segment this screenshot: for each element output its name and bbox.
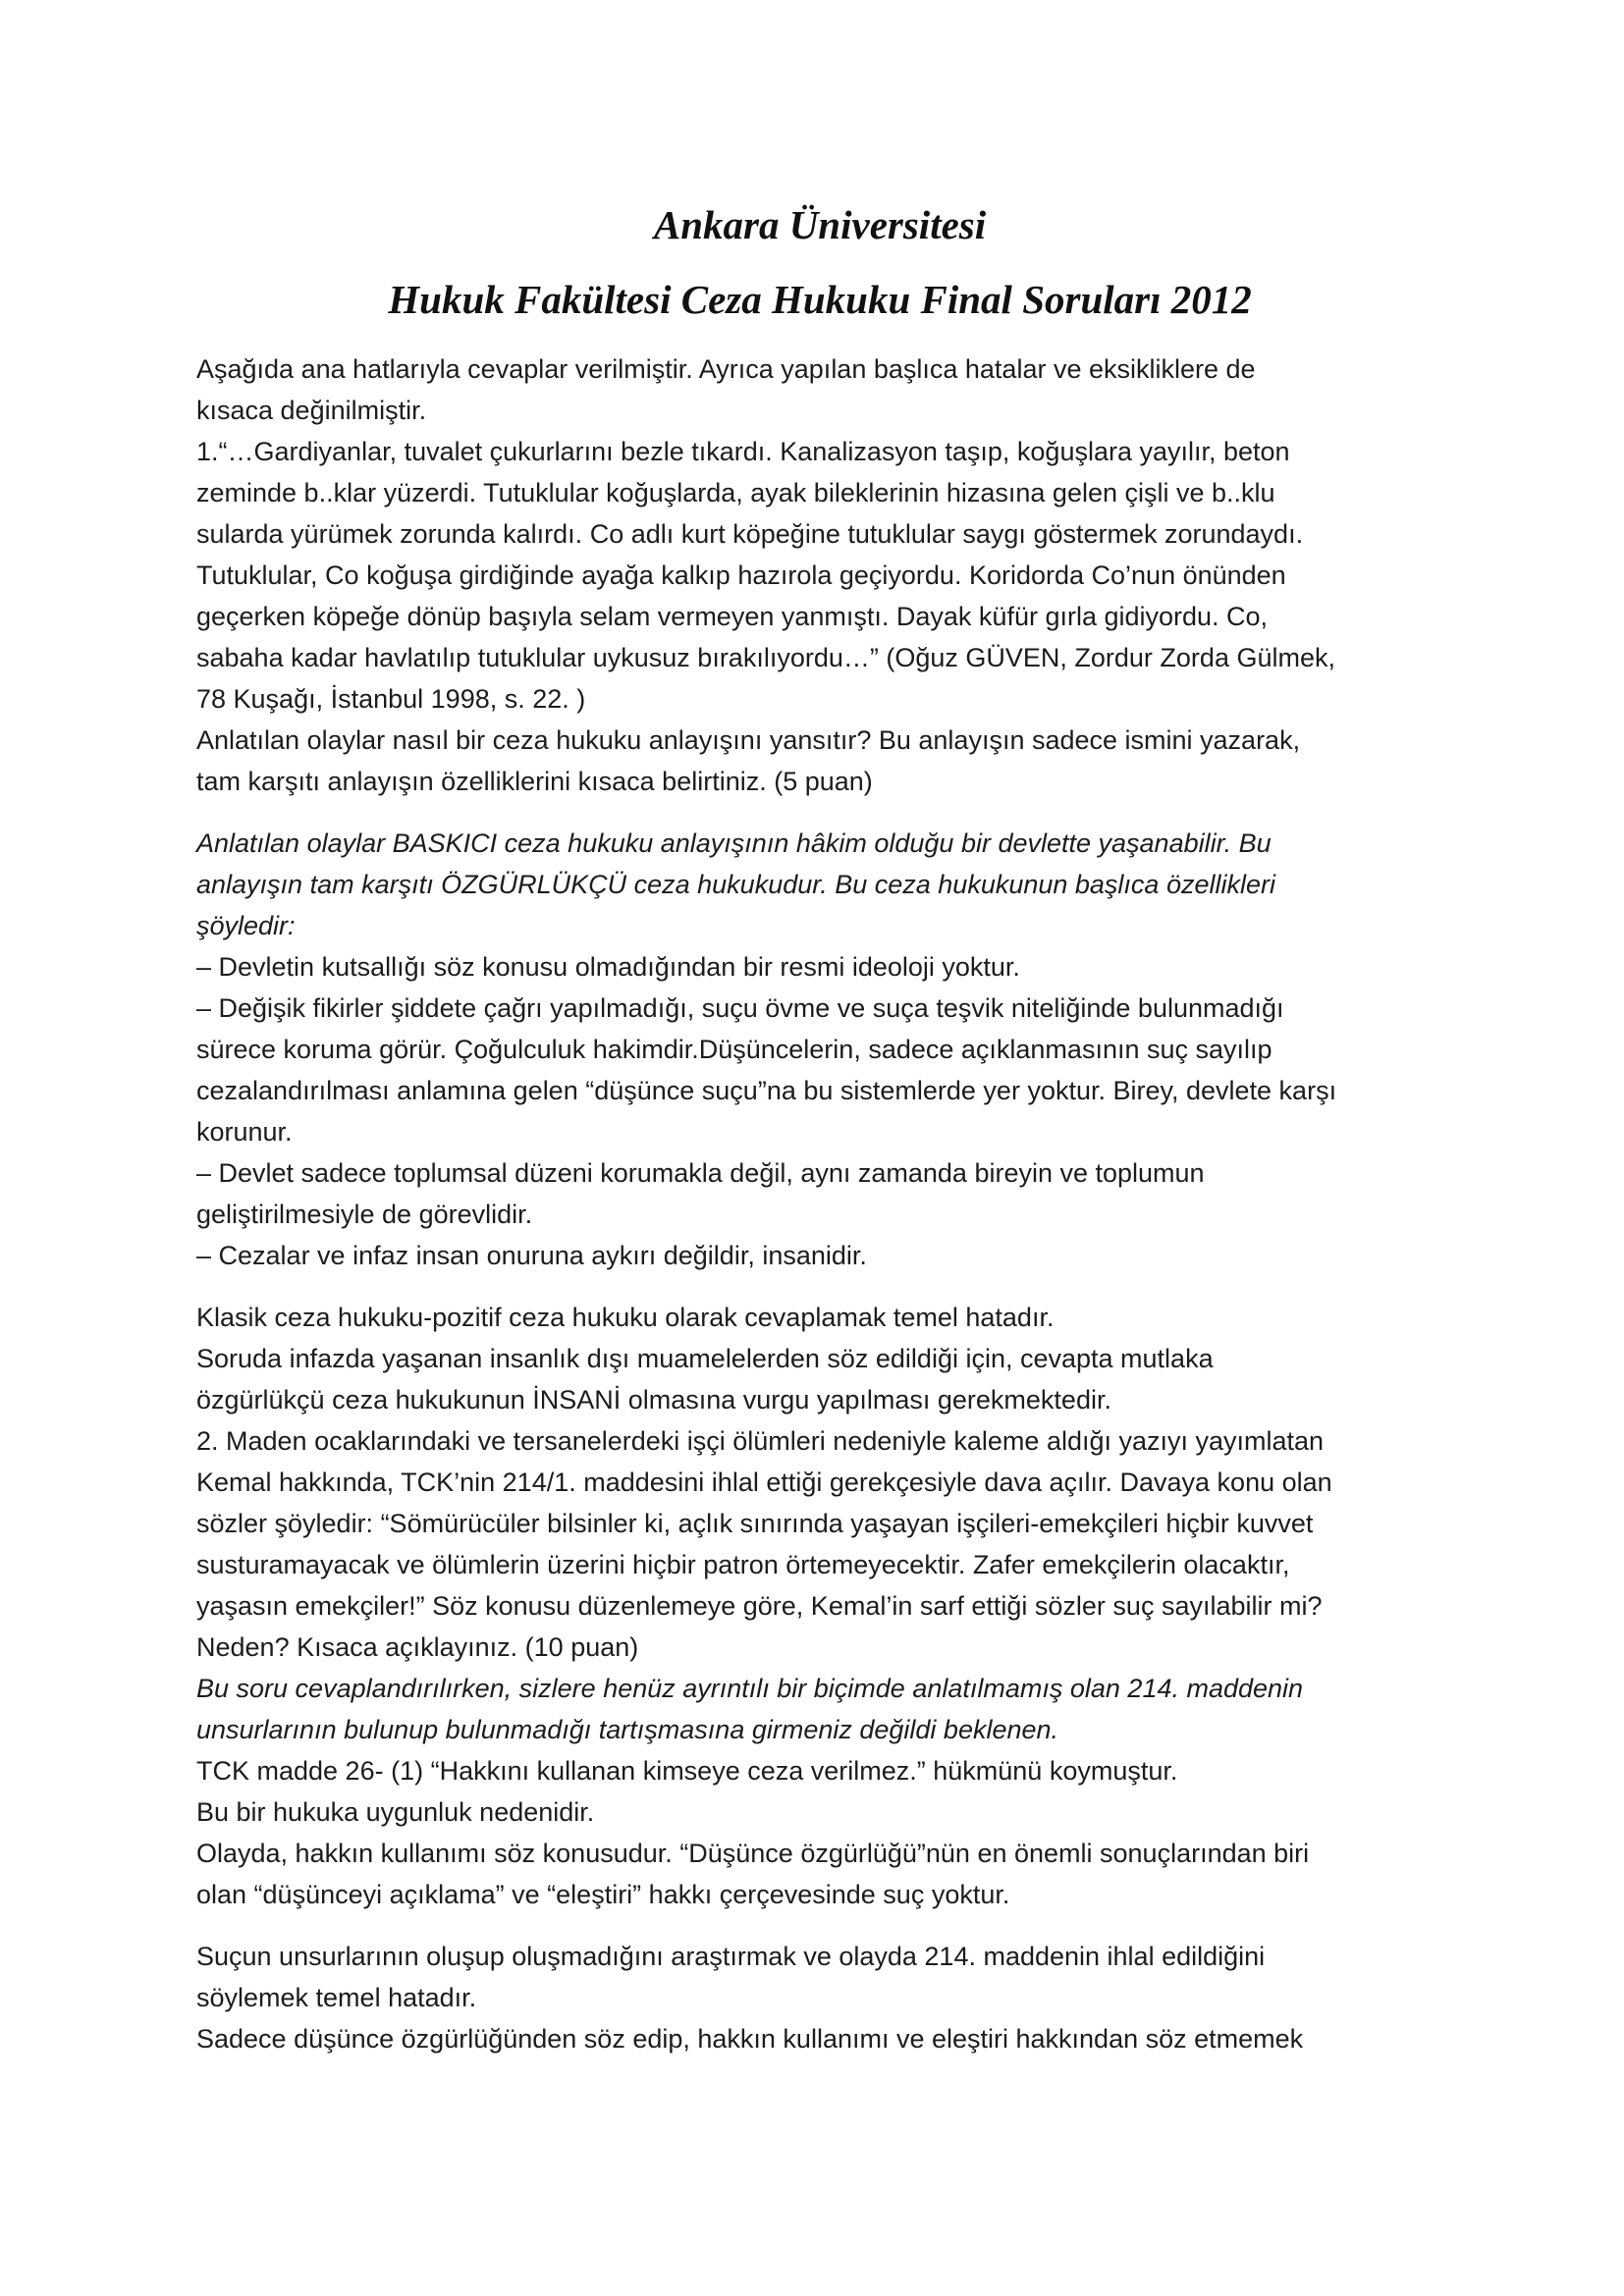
document-title: Ankara Üniversitesi [653,202,987,247]
answer-1-point: – Değişik fikirler şiddete çağrı yapılmadığı, suçu övme ve suça teşvik niteliğinde bulunmadığı sürece koruma görür. Çoğulculuk hakimdir.Düşüncelerin, sadece açıklanmasının suç sayılıp cezalandırılması anlamına gelen “düşünce suçu”na bu sistemlerde yer yoktur. Birey, devlete karşı korunur. [196,993,1337,1147]
question-2-text: 2. Maden ocaklarındaki ve tersanelerdeki işçi ölümleri nedeniyle kaleme aldığı yazıyı yayımlatan Kemal hakkında, TCK’nin 214/1. maddesini ihlal ettiği gerekçesiyle dava açılır. Davaya konu olan sözler şöyledir: “Sömürücüler bilsinler ki, açlık sınırında yaşayan işçileri-emekçileri hiçbir kuvvet susturamayacak ve ölümlerin üzerini hiçbir patron örtemeyecektir. Zafer emekçilerin olacaktır, yaşasın emekçiler!” Söz konusu düzenlemeye göre, Kemal’in sarf ettiği sözler suç sayılabilir mi? Neden? Kısaca açıklayınız. (10 puan) [196,1426,1332,1662]
intro-paragraph: Aşağıda ana hatlarıyla cevaplar verilmiştir. Ayrıca yapılan başlıca hatalar ve eksikliklere de kısaca değinilmiştir. [196,354,1256,425]
answer-1-common-mistake: Klasik ceza hukuku-pozitif ceza hukuku olarak cevaplamak temel hatadır. [196,1303,1055,1332]
answer-1-intro: Anlatılan olaylar BASKICI ceza hukuku anlayışının hâkim olduğu bir devlette yaşanabilir. Bu anlayışın tam karşıtı ÖZGÜRLÜKÇÜ ceza hukukudur. Bu ceza hukukunun başlıca özellikleri şöyledir: [196,828,1275,940]
answer-2-mistake: Sadece düşünce özgürlüğünden söz edip, hakkın kullanımı ve eleştiri hakkından söz etmemek [196,2024,1304,2054]
question-1-text: 1.“…Gardiyanlar, tuvalet çukurlarını bezle tıkardı. Kanalizasyon taşıp, koğuşlara yayılır, beton zeminde b..klar yüzerdi. Tutuklular koğuşlarda, ayak bileklerinin hizasına gelen çişli ve b..klu sularda yürümek zorunda kalırdı. Co adlı kurt köpeğine tutuklular saygı göstermek zorundaydı. Tutuklular, Co koğuşa girdiğinde ayağa kalkıp hazırola geçiyordu. Koridorda Co’nun önünden geçerken köpeğe dönüp başıyla selam vermeyen yanmıştı. Dayak küfür gırla gidiyordu. Co, sabaha kadar havlatılıp tutuklular uykusuz bırakılıyordu…” (Oğuz GÜVEN, Zordur Zorda Gülmek, 78 Kuşağı, İstanbul 1998, s. 22. ) [196,437,1335,714]
document-body [196,348,1551,2059]
answer-1-note: Soruda infazda yaşanan insanlık dışı muamelelerden söz edildiği için, cevapta mutlaka özgürlükçü ceza hukukunun İNSANİ olmasına vurgu yapılması gerekmektedir. [196,1344,1214,1415]
answer-2-mistake: Suçun unsurlarının oluşup oluşmadığını araştırmak ve olayda 214. maddenin ihlal edildiğini söylemek temel hatadır. [196,1942,1266,2012]
answer-2-line: Bu bir hukuka uygunluk nedenidir. [196,1797,595,1827]
answer-2-line: TCK madde 26- (1) “Hakkını kullanan kimseye ceza verilmez.” hükmünü koymuştur. [196,1756,1178,1786]
answer-1-point: – Devlet sadece toplumsal düzeni korumakla değil, aynı zamanda bireyin ve toplumun geliştirilmesiyle de görevlidir. [196,1158,1205,1229]
answer-2-line: Olayda, hakkın kullanımı söz konusudur. “Düşünce özgürlüğü”nün en önemli sonuçlarından biri olan “düşünceyi açıklama” ve “eleştiri” hakkı çerçevesinde suç yoktur. [196,1839,1310,1909]
document-subtitle: Hukuk Fakültesi Ceza Hukuku Final Soruları 2012 [388,277,1252,322]
answer-1-point: – Devletin kutsallığı söz konusu olmadığından bir resmi ideoloji yoktur. [196,952,1020,982]
answer-2-note: Bu soru cevaplandırılırken, sizlere henüz ayrıntılı bir biçimde anlatılmamış olan 214. maddenin unsurlarının bulunup bulunmadığı tartışmasına girmeniz değildi beklenen. [196,1674,1304,1744]
answer-1-point: – Cezalar ve infaz insan onuruna aykırı değildir, insanidir. [196,1241,867,1270]
question-1-prompt: Anlatılan olaylar nasıl bir ceza hukuku anlayışını yansıtır? Bu anlayışın sadece ismini yazarak, tam karşıtı anlayışın özelliklerini kısaca belirtiniz. (5 puan) [196,725,1301,796]
